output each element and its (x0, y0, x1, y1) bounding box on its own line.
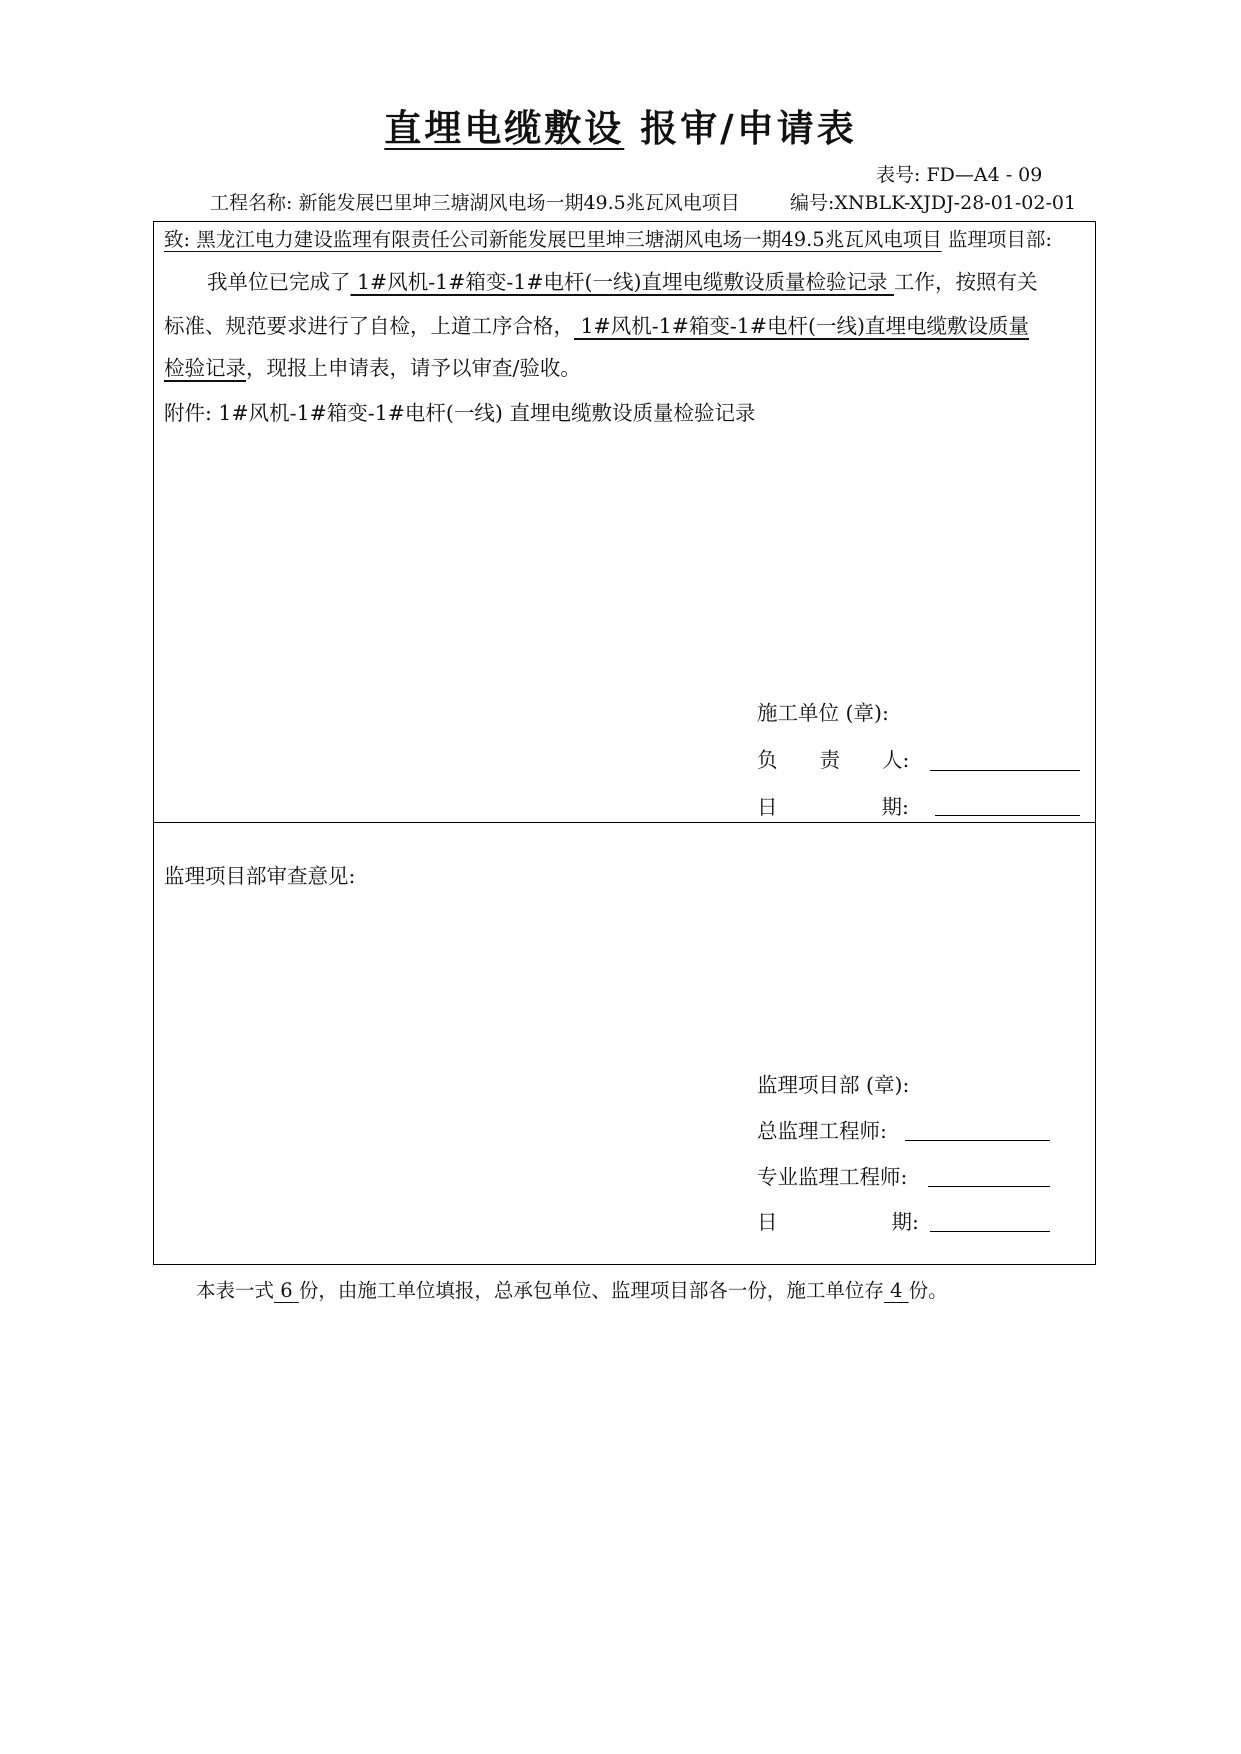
page-title (0, 98, 1241, 152)
addressee-line: 致: 黑龙江电力建设监理有限责任公司新能发展巴里坤三塘湖风电场一期49.5兆瓦风电项目 监理项目部: (164, 228, 1052, 251)
professional-engineer-signature-line[interactable] (928, 1186, 1050, 1187)
supervision-dept-seal-label: 监理项目部 (章): (757, 1073, 910, 1097)
professional-engineer-label: 专业监理工程师: (757, 1165, 908, 1189)
total-copies: 6 (274, 1279, 299, 1302)
form-number: 表号: FD—A4 - 09 (876, 164, 1043, 186)
title-subject: 直埋电缆敷设 (384, 106, 625, 150)
paragraph-line-1: 我单位已完成了 1#风机-1#箱变-1#电杆(一线)直埋电缆敷设质量检验记录 工作，按照有关 (207, 270, 1038, 294)
section-divider (153, 822, 1096, 823)
construction-unit-seal-label: 施工单位 (章): (757, 701, 889, 725)
project-name: 工程名称: 新能发展巴里坤三塘湖风电场一期49.5兆瓦风电项目 (210, 192, 740, 214)
responsible-person-signature-line[interactable] (930, 770, 1080, 771)
supervision-date-label: 日 期: (757, 1210, 919, 1234)
attachment-line: 附件: 1#风机-1#箱变-1#电杆(一线) 直埋电缆敷设质量检验记录 (164, 401, 756, 425)
kept-copies: 4 (883, 1279, 909, 1302)
paragraph-line-2: 标准、规范要求进行了自检，上道工序合格， 1#风机-1#箱变-1#电杆(一线)直埋电缆敷设质量 (164, 314, 1030, 338)
construction-date-label: 日 期: (757, 795, 909, 819)
chief-engineer-label: 总监理工程师: (757, 1119, 887, 1143)
supervision-opinion-heading: 监理项目部审查意见: (164, 864, 356, 888)
footer-note: 本表一式 6 份，由施工单位填报，总承包单位、监理项目部各一份，施工单位存 4 份。 (196, 1279, 948, 1302)
addressee-name: 黑龙江电力建设监理有限责任公司新能发展巴里坤三塘湖风电场一期49.5兆瓦风电项目 (196, 228, 942, 251)
work-item: 1#风机-1#箱变-1#电杆(一线)直埋电缆敷设质量检验记录 (350, 270, 895, 294)
responsible-person-label: 负 责 人: (757, 748, 910, 772)
document-code: 编号:XNBLK-XJDJ-28-01-02-01 (790, 192, 1077, 214)
construction-date-line[interactable] (935, 815, 1080, 816)
supervision-date-line[interactable] (930, 1231, 1050, 1232)
paragraph-line-3: 检验记录，现报上申请表，请予以审查/验收。 (164, 356, 581, 380)
chief-engineer-signature-line[interactable] (905, 1140, 1050, 1141)
title-form-type: 报审/申请表 (640, 106, 857, 150)
